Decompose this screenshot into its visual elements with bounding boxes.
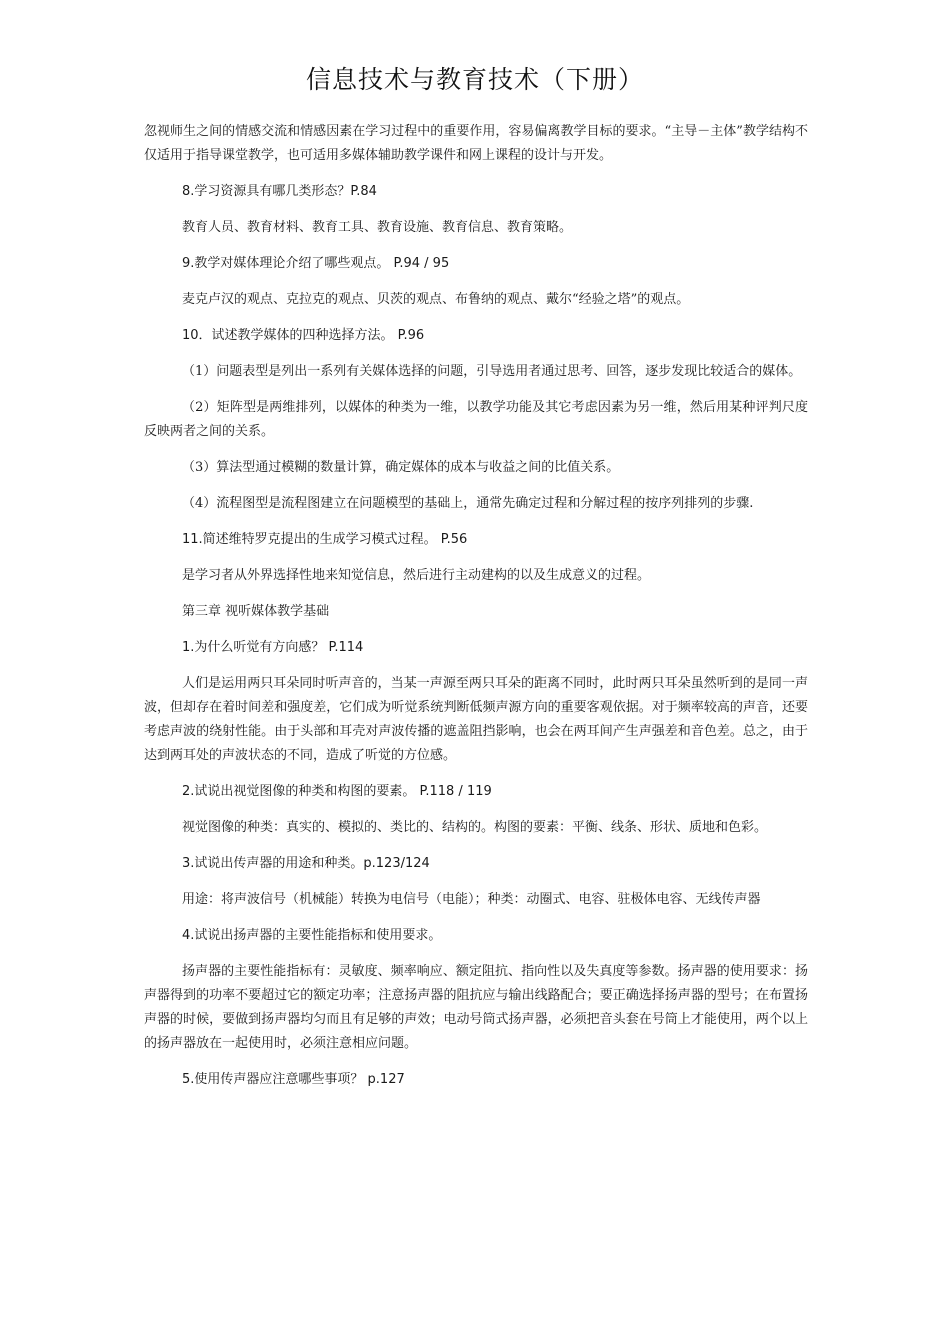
answer-paragraph: 麦克卢汉的观点、克拉克的观点、贝茨的观点、布鲁纳的观点、戴尔“经验之塔”的观点。: [182, 292, 690, 307]
answer-paragraph: 人们是运用两只耳朵同时听声音的，当某一声源至两只耳朵的距离不同时，此时两只耳朵虽然听到的是同一声波，但却存在着时间差和强度差，它们成为听觉系统判断低频声源方向的重要客观依据。对于频率较高的声音，还要考虑声波的绕射性能。由于头部和耳壳对声波传播的遮盖阻挡影响，也会在两耳间产生声强差和音色差。总之，由于达到两耳处的声波状态的不同，造成了听觉的方位感。: [144, 676, 808, 763]
answer-paragraph: （1）问题表型是列出一系列有关媒体选择的问题，引导选用者通过思考、回答，逐步发现比较适合的媒体。: [182, 364, 802, 379]
question-heading: 4.试说出扬声器的主要性能指标和使用要求。: [182, 928, 442, 943]
answer-paragraph: 视觉图像的种类：真实的、模拟的、类比的、结构的。构图的要素：平衡、线条、形状、质地和色彩。: [182, 820, 768, 835]
document-body: [144, 120, 808, 1104]
page-title: 信息技术与教育技术（下册）: [305, 65, 644, 94]
answer-paragraph: 扬声器的主要性能指标有：灵敏度、频率响应、额定阻抗、指向性以及失真度等参数。扬声器的使用要求：扬声器得到的功率不要超过它的额定功率；注意扬声器的阻抗应与输出线路配合；要正确选择扬声器的型号；在布置扬声器的时候，要做到扬声器均匀而且有足够的声效；电动号筒式扬声器，必须把音头套在号筒上才能使用，两个以上的扬声器放在一起使用时，必须注意相应问题。: [144, 964, 808, 1051]
answer-paragraph: （4）流程图型是流程图建立在问题模型的基础上，通常先确定过程和分解过程的按序列排列的步骤.: [182, 496, 754, 511]
question-heading: 8.学习资源具有哪几类形态？P.84: [182, 184, 377, 199]
chapter-heading: 第三章 视听媒体教学基础: [182, 604, 330, 619]
answer-paragraph: （2）矩阵型是两维排列，以媒体的种类为一维，以教学功能及其它考虑因素为另一维，然后用某种评判尺度反映两者之间的关系。: [144, 400, 808, 439]
question-heading: 10．试述教学媒体的四种选择方法。 P.96: [182, 328, 425, 343]
question-heading: 3.试说出传声器的用途和种类。p.123/124: [182, 856, 430, 871]
answer-paragraph: 用途：将声波信号（机械能）转换为电信号（电能）；种类：动圈式、电容、驻极体电容、无线传声器: [182, 892, 761, 907]
paragraph: 忽视师生之间的情感交流和情感因素在学习过程中的重要作用，容易偏离教学目标的要求。“主导－主体”教学结构不仅适用于指导课堂教学，也可适用多媒体辅助教学课件和网上课程的设计与开发。: [144, 124, 808, 163]
question-heading: 9.教学对媒体理论介绍了哪些观点。 P.94 / 95: [182, 256, 450, 271]
question-heading: 11.简述维特罗克提出的生成学习模式过程。 P.56: [182, 532, 468, 547]
answer-paragraph: 是学习者从外界选择性地来知觉信息，然后进行主动建构的以及生成意义的过程。: [182, 568, 651, 583]
answer-paragraph: （3）算法型通过模糊的数量计算，确定媒体的成本与收益之间的比值关系。: [182, 460, 620, 475]
question-heading: 1.为什么听觉有方向感？ P.114: [182, 640, 364, 655]
question-heading: 5.使用传声器应注意哪些事项？ p.127: [182, 1072, 405, 1087]
answer-paragraph: 教育人员、教育材料、教育工具、教育设施、教育信息、教育策略。: [182, 220, 573, 235]
question-heading: 2.试说出视觉图像的种类和构图的要素。 P.118 / 119: [182, 784, 492, 799]
